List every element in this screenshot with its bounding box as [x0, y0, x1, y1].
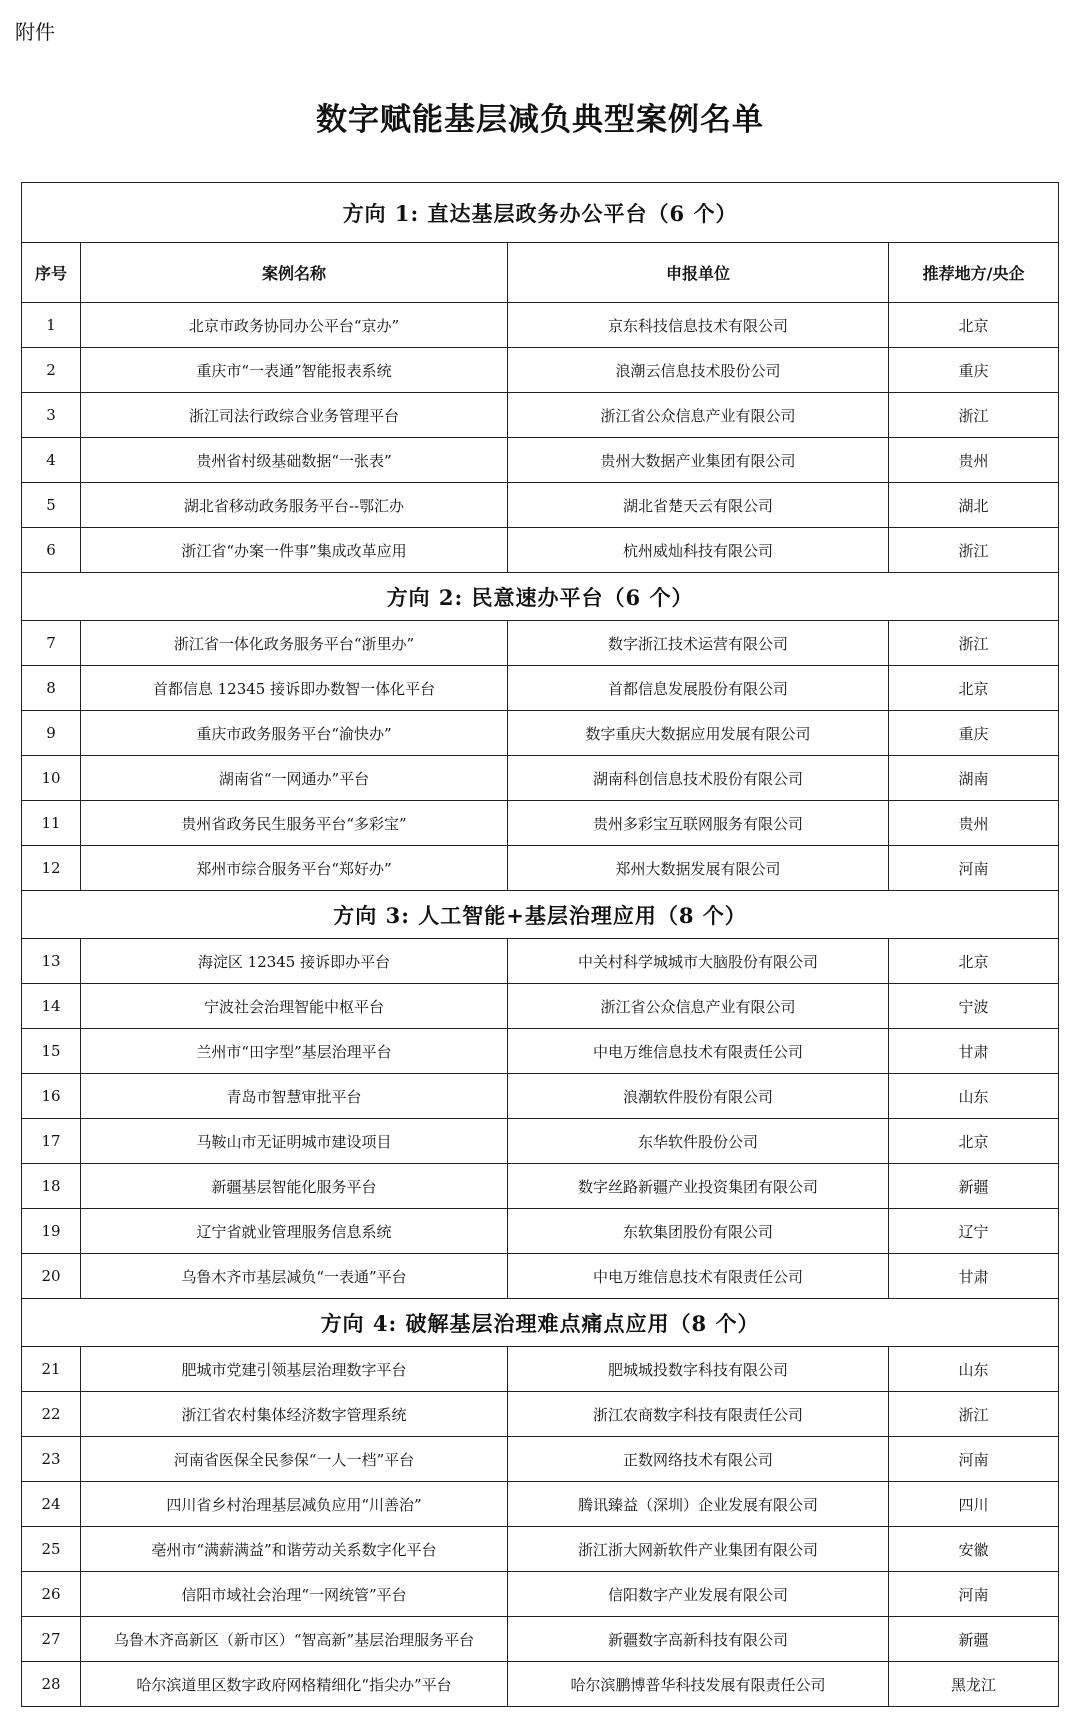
table-row	[22, 1029, 1059, 1074]
recommending-region: 浙江	[889, 1392, 1059, 1437]
recommending-region: 贵州	[889, 801, 1059, 846]
row-number: 4	[22, 438, 81, 483]
table-row	[22, 303, 1059, 348]
table-row	[22, 711, 1059, 756]
reporting-unit: 湖南科创信息技术股份有限公司	[508, 756, 889, 801]
reporting-unit: 哈尔滨鹏博普华科技发展有限责任公司	[508, 1662, 889, 1707]
table-row	[22, 348, 1059, 393]
case-name: 湖南省“一网通办”平台	[81, 756, 508, 801]
row-number: 24	[22, 1482, 81, 1527]
reporting-unit: 信阳数字产业发展有限公司	[508, 1572, 889, 1617]
reporting-unit: 正数网络技术有限公司	[508, 1437, 889, 1482]
reporting-unit: 数字重庆大数据应用发展有限公司	[508, 711, 889, 756]
case-name: 浙江省农村集体经济数字管理系统	[81, 1392, 508, 1437]
table-row	[22, 1572, 1059, 1617]
recommending-region: 浙江	[889, 393, 1059, 438]
case-name: 贵州省村级基础数据“一张表”	[81, 438, 508, 483]
row-number: 5	[22, 483, 81, 528]
reporting-unit: 贵州多彩宝互联网服务有限公司	[508, 801, 889, 846]
reporting-unit: 中关村科学城城市大脑股份有限公司	[508, 939, 889, 984]
recommending-region: 河南	[889, 846, 1059, 891]
row-number: 27	[22, 1617, 81, 1662]
table-row	[22, 483, 1059, 528]
row-number: 16	[22, 1074, 81, 1119]
table-row	[22, 1119, 1059, 1164]
case-name: 北京市政务协同办公平台“京办”	[81, 303, 508, 348]
row-number: 23	[22, 1437, 81, 1482]
reporting-unit: 浙江省公众信息产业有限公司	[508, 393, 889, 438]
reporting-unit: 浪潮软件股份有限公司	[508, 1074, 889, 1119]
recommending-region: 湖南	[889, 756, 1059, 801]
section-heading-row	[22, 183, 1059, 243]
table-row	[22, 1662, 1059, 1707]
row-number: 9	[22, 711, 81, 756]
case-name: 宁波社会治理智能中枢平台	[81, 984, 508, 1029]
case-name: 河南省医保全民参保“一人一档”平台	[81, 1437, 508, 1482]
reporting-unit: 浙江浙大网新软件产业集团有限公司	[508, 1527, 889, 1572]
recommending-region: 甘肃	[889, 1029, 1059, 1074]
row-number: 2	[22, 348, 81, 393]
recommending-region: 黑龙江	[889, 1662, 1059, 1707]
case-name: 四川省乡村治理基层减负应用“川善治”	[81, 1482, 508, 1527]
row-number: 19	[22, 1209, 81, 1254]
recommending-region: 北京	[889, 1119, 1059, 1164]
case-name: 海淀区 12345 接诉即办平台	[81, 939, 508, 984]
row-number: 8	[22, 666, 81, 711]
table-row	[22, 1164, 1059, 1209]
recommending-region: 贵州	[889, 438, 1059, 483]
reporting-unit: 中电万维信息技术有限责任公司	[508, 1029, 889, 1074]
table-row	[22, 1617, 1059, 1662]
header-region: 推荐地方/央企	[889, 243, 1059, 303]
case-name: 郑州市综合服务平台“郑好办”	[81, 846, 508, 891]
case-name: 贵州省政务民生服务平台“多彩宝”	[81, 801, 508, 846]
table-row	[22, 1074, 1059, 1119]
reporting-unit: 数字丝路新疆产业投资集团有限公司	[508, 1164, 889, 1209]
section-heading: 方向 2: 民意速办平台（6 个）	[22, 573, 1059, 621]
case-name: 浙江司法行政综合业务管理平台	[81, 393, 508, 438]
section-heading: 方向 4: 破解基层治理难点痛点应用（8 个）	[22, 1299, 1059, 1347]
row-number: 20	[22, 1254, 81, 1299]
case-name: 马鞍山市无证明城市建设项目	[81, 1119, 508, 1164]
reporting-unit: 腾讯臻益（深圳）企业发展有限公司	[508, 1482, 889, 1527]
recommending-region: 北京	[889, 939, 1059, 984]
row-number: 21	[22, 1347, 81, 1392]
reporting-unit: 浙江农商数字科技有限责任公司	[508, 1392, 889, 1437]
section-heading-row	[22, 891, 1059, 939]
reporting-unit: 东软集团股份有限公司	[508, 1209, 889, 1254]
case-name: 湖北省移动政务服务平台--鄂汇办	[81, 483, 508, 528]
recommending-region: 河南	[889, 1437, 1059, 1482]
table-row	[22, 846, 1059, 891]
reporting-unit: 新疆数字高新科技有限公司	[508, 1617, 889, 1662]
row-number: 28	[22, 1662, 81, 1707]
table-row	[22, 1392, 1059, 1437]
table-row	[22, 1482, 1059, 1527]
recommending-region: 新疆	[889, 1164, 1059, 1209]
section-heading-row	[22, 1299, 1059, 1347]
table-row	[22, 621, 1059, 666]
table-row	[22, 1347, 1059, 1392]
reporting-unit: 首都信息发展股份有限公司	[508, 666, 889, 711]
recommending-region: 新疆	[889, 1617, 1059, 1662]
table-row	[22, 1209, 1059, 1254]
reporting-unit: 肥城城投数字科技有限公司	[508, 1347, 889, 1392]
row-number: 18	[22, 1164, 81, 1209]
reporting-unit: 浪潮云信息技术股份公司	[508, 348, 889, 393]
recommending-region: 山东	[889, 1074, 1059, 1119]
recommending-region: 甘肃	[889, 1254, 1059, 1299]
table-header-row	[22, 243, 1059, 303]
row-number: 13	[22, 939, 81, 984]
row-number: 17	[22, 1119, 81, 1164]
case-name: 首都信息 12345 接诉即办数智一体化平台	[81, 666, 508, 711]
reporting-unit: 贵州大数据产业集团有限公司	[508, 438, 889, 483]
page-title: 数字赋能基层减负典型案例名单	[316, 102, 764, 138]
row-number: 26	[22, 1572, 81, 1617]
case-name: 重庆市“一表通”智能报表系统	[81, 348, 508, 393]
row-number: 10	[22, 756, 81, 801]
case-name: 重庆市政务服务平台“渝快办”	[81, 711, 508, 756]
section-heading-row	[22, 573, 1059, 621]
recommending-region: 宁波	[889, 984, 1059, 1029]
recommending-region: 山东	[889, 1347, 1059, 1392]
recommending-region: 重庆	[889, 348, 1059, 393]
table-row	[22, 939, 1059, 984]
recommending-region: 河南	[889, 1572, 1059, 1617]
row-number: 14	[22, 984, 81, 1029]
recommending-region: 四川	[889, 1482, 1059, 1527]
row-number: 11	[22, 801, 81, 846]
table-row	[22, 1527, 1059, 1572]
case-name: 哈尔滨道里区数字政府网格精细化“指尖办”平台	[81, 1662, 508, 1707]
case-name: 信阳市域社会治理“一网统管”平台	[81, 1572, 508, 1617]
case-list-body	[22, 183, 1059, 1707]
recommending-region: 北京	[889, 666, 1059, 711]
row-number: 1	[22, 303, 81, 348]
case-name: 肥城市党建引领基层治理数字平台	[81, 1347, 508, 1392]
table-row	[22, 756, 1059, 801]
recommending-region: 辽宁	[889, 1209, 1059, 1254]
header-unit: 申报单位	[508, 243, 889, 303]
recommending-region: 浙江	[889, 528, 1059, 573]
reporting-unit: 浙江省公众信息产业有限公司	[508, 984, 889, 1029]
table-row	[22, 666, 1059, 711]
reporting-unit: 中电万维信息技术有限责任公司	[508, 1254, 889, 1299]
case-name: 亳州市“满薪满益”和谐劳动关系数字化平台	[81, 1527, 508, 1572]
table-row	[22, 528, 1059, 573]
recommending-region: 北京	[889, 303, 1059, 348]
case-name: 浙江省一体化政务服务平台“浙里办”	[81, 621, 508, 666]
reporting-unit: 湖北省楚天云有限公司	[508, 483, 889, 528]
case-name: 兰州市“田字型”基层治理平台	[81, 1029, 508, 1074]
row-number: 6	[22, 528, 81, 573]
reporting-unit: 数字浙江技术运营有限公司	[508, 621, 889, 666]
case-name: 乌鲁木齐高新区（新市区）“智高新”基层治理服务平台	[81, 1617, 508, 1662]
case-name: 乌鲁木齐市基层减负“一表通”平台	[81, 1254, 508, 1299]
case-name: 辽宁省就业管理服务信息系统	[81, 1209, 508, 1254]
reporting-unit: 杭州威灿科技有限公司	[508, 528, 889, 573]
row-number: 22	[22, 1392, 81, 1437]
attachment-label: 附件	[15, 20, 55, 44]
recommending-region: 重庆	[889, 711, 1059, 756]
row-number: 3	[22, 393, 81, 438]
case-name: 新疆基层智能化服务平台	[81, 1164, 508, 1209]
header-no: 序号	[22, 243, 81, 303]
table-row	[22, 801, 1059, 846]
header-case-name: 案例名称	[81, 243, 508, 303]
table-row	[22, 393, 1059, 438]
row-number: 12	[22, 846, 81, 891]
case-list-table	[21, 182, 1059, 1707]
table-row	[22, 438, 1059, 483]
recommending-region: 安徽	[889, 1527, 1059, 1572]
recommending-region: 浙江	[889, 621, 1059, 666]
row-number: 15	[22, 1029, 81, 1074]
section-heading: 方向 3: 人工智能+基层治理应用（8 个）	[22, 891, 1059, 939]
row-number: 7	[22, 621, 81, 666]
table-row	[22, 1254, 1059, 1299]
section-heading: 方向 1: 直达基层政务办公平台（6 个）	[22, 183, 1059, 243]
table-row	[22, 984, 1059, 1029]
reporting-unit: 京东科技信息技术有限公司	[508, 303, 889, 348]
table-row	[22, 1437, 1059, 1482]
case-name: 浙江省“办案一件事”集成改革应用	[81, 528, 508, 573]
row-number: 25	[22, 1527, 81, 1572]
recommending-region: 湖北	[889, 483, 1059, 528]
case-name: 青岛市智慧审批平台	[81, 1074, 508, 1119]
reporting-unit: 东华软件股份公司	[508, 1119, 889, 1164]
reporting-unit: 郑州大数据发展有限公司	[508, 846, 889, 891]
